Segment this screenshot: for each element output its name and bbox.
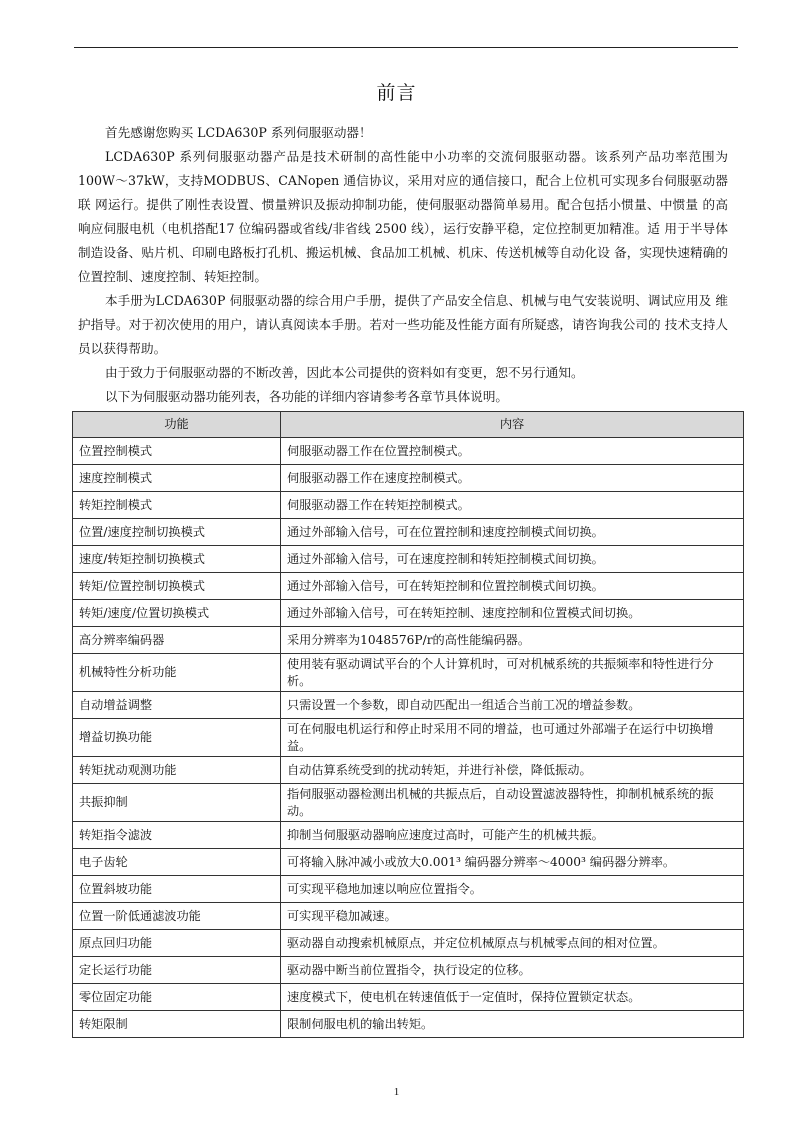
function-description-cell: 伺服驱动器工作在转矩控制模式。 — [281, 492, 744, 519]
function-description-cell: 使用装有驱动调试平台的个人计算机时，可对机械系统的共振频率和特性进行分析。 — [281, 654, 744, 692]
table-row — [73, 849, 744, 876]
table-row — [73, 719, 744, 757]
function-name-cell: 位置/速度控制切换模式 — [73, 519, 281, 546]
table-row — [73, 492, 744, 519]
function-name-cell: 位置控制模式 — [73, 438, 281, 465]
function-description-cell: 只需设置一个参数，即自动匹配出一组适合当前工况的增益参数。 — [281, 692, 744, 719]
table-row — [73, 600, 744, 627]
function-description-cell: 通过外部输入信号，可在转矩控制和位置控制模式间切换。 — [281, 573, 744, 600]
function-description-cell: 通过外部输入信号，可在速度控制和转矩控制模式间切换。 — [281, 546, 744, 573]
function-name-cell: 转矩控制模式 — [73, 492, 281, 519]
function-description-cell: 抑制当伺服驱动器响应速度过高时，可能产生的机械共振。 — [281, 822, 744, 849]
table-row — [73, 692, 744, 719]
table-row — [73, 957, 744, 984]
function-description-cell: 指伺服驱动器检测出机械的共振点后，自动设置滤波器特性，抑制机械系统的振动。 — [281, 784, 744, 822]
page-title: 前言 — [376, 82, 417, 104]
header-function: 功能 — [73, 412, 281, 438]
page-number: 1 — [393, 1086, 400, 1098]
table-row — [73, 465, 744, 492]
function-description-cell: 可将输入脉冲减小或放大0.001³ 编码器分辨率～4000³ 编码器分辨率。 — [281, 849, 744, 876]
function-name-cell: 电子齿轮 — [73, 849, 281, 876]
function-name-cell: 共振抑制 — [73, 784, 281, 822]
table-header-row — [73, 412, 744, 438]
paragraph-product-intro: LCDA630P 系列伺服驱动器产品是技术研制的高性能中小功率的交流伺服驱动器。该系列产品功率范围为 100W～37kW，支持MODBUS、CANopen 通信协议，采用对应的通信接口，配合上位机可实现多台伺服驱动器联 网运行。提供了刚性表设置、惯量辨识及振动抑制功能，使伺服驱动器简单易用。配合包括小惯量、中惯量 的高响应伺服电机（电机搭配17 位编码器或省线/非省线 2500 线），运行安静平稳，定位控制更加精准。适 用于半导体制造设备、贴片机、印刷电路板打孔机、搬运机械、食品加工机械、机床、传送机械等自动化设 备，实现快速精确的位置控制、速度控制、转矩控制。 — [78, 149, 728, 284]
function-name-cell: 自动增益调整 — [73, 692, 281, 719]
function-description-cell: 通过外部输入信号，可在转矩控制、速度控制和位置模式间切换。 — [281, 600, 744, 627]
function-description-cell: 驱动器自动搜索机械原点，并定位机械原点与机械零点间的相对位置。 — [281, 930, 744, 957]
table-row — [73, 546, 744, 573]
function-name-cell: 高分辨率编码器 — [73, 627, 281, 654]
function-name-cell: 转矩/位置控制切换模式 — [73, 573, 281, 600]
table-row — [73, 784, 744, 822]
function-table — [72, 411, 744, 1038]
function-name-cell: 速度/转矩控制切换模式 — [73, 546, 281, 573]
preface-body — [78, 121, 728, 409]
table-row — [73, 627, 744, 654]
table-row — [73, 930, 744, 957]
function-name-cell: 速度控制模式 — [73, 465, 281, 492]
function-name-cell: 转矩扰动观测功能 — [73, 757, 281, 784]
table-row — [73, 1011, 744, 1038]
function-name-cell: 机械特性分析功能 — [73, 654, 281, 692]
function-name-cell: 原点回归功能 — [73, 930, 281, 957]
function-name-cell: 增益切换功能 — [73, 719, 281, 757]
function-description-cell: 采用分辨率为1048576P/r的高性能编码器。 — [281, 627, 744, 654]
table-row — [73, 654, 744, 692]
function-name-cell: 定长运行功能 — [73, 957, 281, 984]
function-name-cell: 转矩指令滤波 — [73, 822, 281, 849]
function-description-cell: 限制伺服电机的输出转矩。 — [281, 1011, 744, 1038]
table-row — [73, 876, 744, 903]
function-description-cell: 伺服驱动器工作在速度控制模式。 — [281, 465, 744, 492]
function-name-cell: 转矩限制 — [73, 1011, 281, 1038]
function-name-cell: 零位固定功能 — [73, 984, 281, 1011]
table-row — [73, 519, 744, 546]
header-rule — [74, 47, 738, 48]
function-name-cell: 位置斜坡功能 — [73, 876, 281, 903]
paragraph-thanks: 首先感谢您购买 LCDA630P 系列伺服驱动器！ — [105, 125, 372, 140]
function-description-cell: 可实现平稳加减速。 — [281, 903, 744, 930]
function-name-cell: 转矩/速度/位置切换模式 — [73, 600, 281, 627]
function-description-cell: 速度模式下，使电机在转速值低于一定值时，保持位置锁定状态。 — [281, 984, 744, 1011]
table-row — [73, 438, 744, 465]
paragraph-manual-scope: 本手册为LCDA630P 伺服驱动器的综合用户手册，提供了产品安全信息、机械与电气安装说明、调试应用及 维护指导。对于初次使用的用户，请认真阅读本手册。若对一些功能及性能方面有所疑惑，请咨询我公司的 技术支持人员以获得帮助。 — [78, 293, 728, 356]
table-row — [73, 757, 744, 784]
paragraph-table-intro: 以下为伺服驱动器功能列表，各功能的详细内容请参考各章节具体说明。 — [105, 389, 508, 404]
table-row — [73, 903, 744, 930]
function-description-cell: 驱动器中断当前位置指令，执行设定的位移。 — [281, 957, 744, 984]
function-description-cell: 可实现平稳地加速以响应位置指令。 — [281, 876, 744, 903]
function-description-cell: 伺服驱动器工作在位置控制模式。 — [281, 438, 744, 465]
paragraph-change-notice: 由于致力于伺服驱动器的不断改善，因此本公司提供的资料如有变更，恕不另行通知。 — [105, 365, 584, 380]
table-row — [73, 822, 744, 849]
header-content: 内容 — [281, 412, 744, 438]
function-description-cell: 自动估算系统受到的扰动转矩，并进行补偿，降低振动。 — [281, 757, 744, 784]
table-row — [73, 573, 744, 600]
function-description-cell: 可在伺服电机运行和停止时采用不同的增益，也可通过外部端子在运行中切换增益。 — [281, 719, 744, 757]
function-name-cell: 位置一阶低通滤波功能 — [73, 903, 281, 930]
function-description-cell: 通过外部输入信号，可在位置控制和速度控制模式间切换。 — [281, 519, 744, 546]
table-row — [73, 984, 744, 1011]
